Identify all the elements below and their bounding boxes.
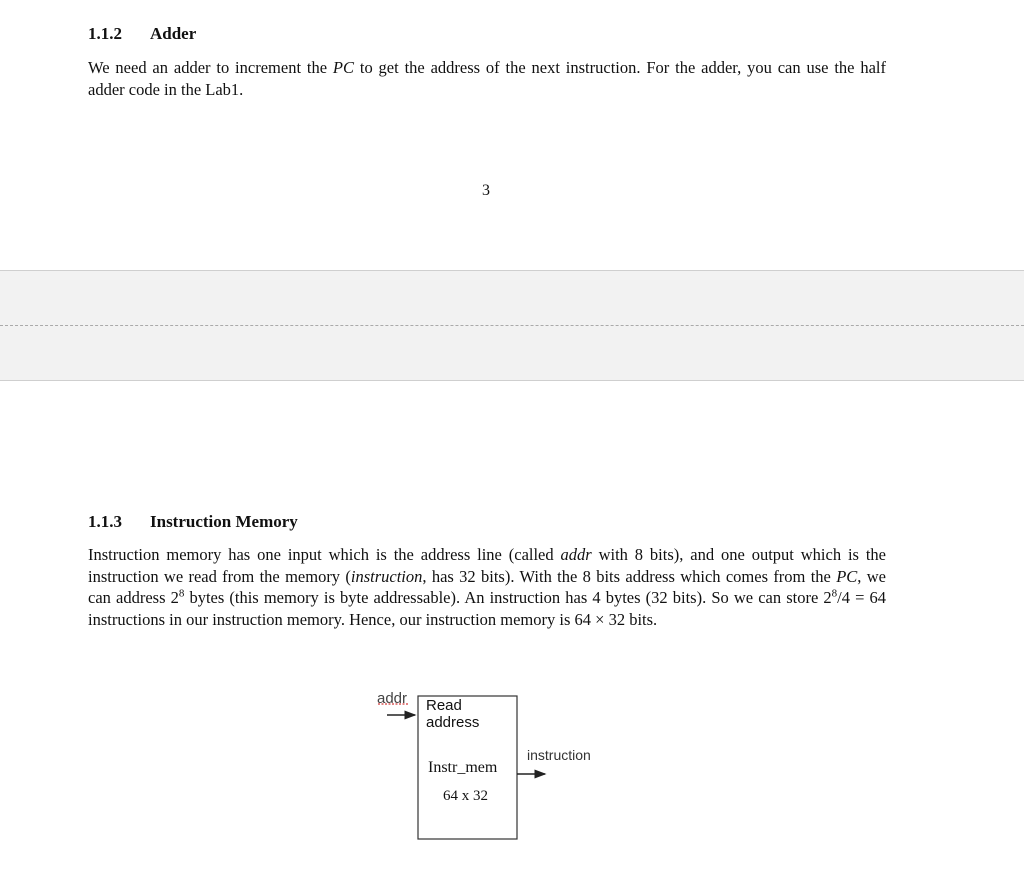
pc-term: PC (332, 58, 354, 77)
page-divider (0, 325, 1024, 326)
page-number: 3 (482, 182, 490, 199)
text-run: /4 = 64 instructions in our instruction memory. Hence, our instruction memory is 64 × 32 bits. (88, 588, 886, 629)
text-run: Instruction memory has one input which is the address line (called (88, 545, 561, 564)
text-run: with 8 bits), and one output which is the instruction we read from the memory ( (88, 545, 886, 586)
section-number: 1.1.2 (88, 24, 122, 43)
section-heading-instruction-memory (88, 512, 298, 532)
instr-mem-diagram (370, 685, 610, 845)
instruction-output-label: instruction (527, 747, 591, 763)
block-name: Instr_mem (428, 759, 498, 776)
instruction-term: instruction (350, 566, 423, 586)
text-run: , we can address 2 (88, 566, 886, 607)
exponent: 8 (178, 587, 185, 600)
exponent: 8 (831, 587, 838, 600)
text-run: , has 32 bits). With the 8 bits address which comes from the (422, 566, 837, 586)
read-label: Read (426, 697, 462, 714)
addr-input-label: addr (377, 690, 408, 707)
adder-paragraph (88, 57, 886, 100)
section-number: 1.1.3 (88, 512, 122, 531)
text-run: bytes (this memory is byte addressable). An instruction has 4 bytes (32 bits). So we can store 2 (184, 588, 832, 607)
text-run: to get the address of the next instruction. For the adder, you can use the half adder code in the Lab1. (88, 58, 886, 99)
section-title: Instruction Memory (150, 512, 298, 531)
page-break-gap (0, 270, 1024, 381)
text-run: We need an adder to increment the (88, 58, 333, 77)
block-size: 64 x 32 (443, 788, 488, 804)
instruction-memory-paragraph (88, 544, 886, 630)
section-heading-adder (88, 24, 196, 44)
section-title: Adder (150, 24, 197, 43)
address-label: address (426, 714, 480, 731)
pc-term: PC (836, 566, 858, 586)
addr-term: addr (560, 545, 592, 564)
